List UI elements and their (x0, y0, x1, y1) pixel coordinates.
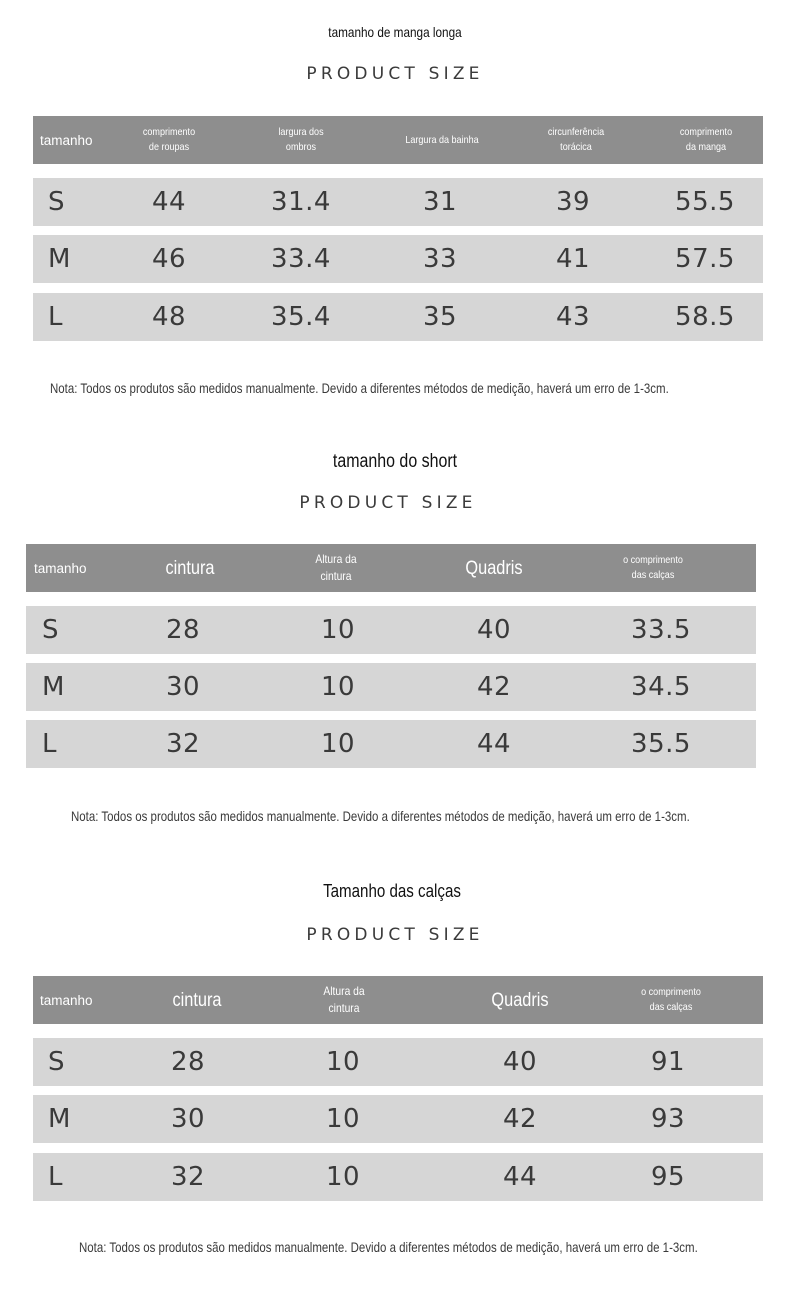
table-cell: 40 (502, 1047, 538, 1077)
header-cell: Largura da bainha (405, 133, 479, 146)
header-cell: o comprimento das calças (623, 554, 683, 581)
table-cell: 33 (422, 244, 458, 274)
table-cell: 34.5 (631, 672, 691, 702)
table-cell: 40 (476, 615, 512, 645)
section-title-long-sleeve: tamanho de manga longa (328, 24, 462, 40)
table-cell: 44 (476, 729, 512, 759)
table-cell: 93 (650, 1104, 686, 1134)
size-cell: M (48, 244, 71, 274)
header-cell: cintura (172, 989, 222, 1011)
table-cell: 35.5 (631, 729, 691, 759)
header-cell: circunferência torácica (547, 126, 605, 153)
table-row (33, 1038, 763, 1086)
table-cell: 31 (422, 187, 458, 217)
section-subtitle: PRODUCT SIZE (299, 493, 477, 513)
header-cell: Quadris (491, 989, 549, 1011)
table-cell: 32 (165, 729, 201, 759)
table-header (33, 116, 763, 164)
table-row (26, 606, 756, 654)
table-cell: 44 (151, 187, 187, 217)
size-cell: L (48, 1162, 63, 1192)
size-cell: S (48, 187, 66, 217)
table-cell: 39 (555, 187, 591, 217)
measurement-note: Nota: Todos os produtos são medidos manualmente. Devido a diferentes métodos de medição, haverá um erro de 1-3cm. (50, 380, 669, 396)
table-cell: 10 (320, 672, 356, 702)
table-cell: 44 (502, 1162, 538, 1192)
section-subtitle: PRODUCT SIZE (306, 64, 484, 84)
table-row (26, 663, 756, 711)
table-row (33, 1095, 763, 1143)
size-cell: M (42, 672, 65, 702)
table-cell: 35 (422, 302, 458, 332)
header-cell: o comprimento das calças (641, 986, 701, 1013)
header-cell: comprimento de roupas (142, 126, 196, 153)
table-cell: 48 (151, 302, 187, 332)
section-title-shorts: tamanho do short (332, 451, 458, 472)
table-row (33, 293, 763, 341)
table-cell: 10 (325, 1162, 361, 1192)
table-cell: 28 (170, 1047, 206, 1077)
table-cell: 33.5 (631, 615, 691, 645)
header-cell: Quadris (465, 557, 523, 579)
table-row (33, 178, 763, 226)
measurement-note: Nota: Todos os produtos são medidos manualmente. Devido a diferentes métodos de medição, haverá um erro de 1-3cm. (79, 1239, 698, 1255)
size-cell: M (48, 1104, 71, 1134)
size-cell: L (48, 302, 63, 332)
table-cell: 10 (320, 729, 356, 759)
table-cell: 57.5 (675, 244, 735, 274)
header-cell: comprimento da manga (679, 126, 733, 153)
header-cell: largura dos ombros (278, 126, 324, 153)
table-cell: 43 (555, 302, 591, 332)
size-cell: L (42, 729, 57, 759)
table-cell: 31.4 (271, 187, 331, 217)
header-cell: Altura da cintura (323, 984, 365, 1015)
table-cell: 42 (476, 672, 512, 702)
table-cell: 30 (165, 672, 201, 702)
size-cell: S (42, 615, 60, 645)
table-cell: 91 (650, 1047, 686, 1077)
table-cell: 30 (170, 1104, 206, 1134)
table-cell: 41 (555, 244, 591, 274)
header-cell: cintura (165, 557, 215, 579)
table-header (33, 976, 763, 1024)
header-cell: tamanho (40, 992, 93, 1008)
header-cell: tamanho (40, 132, 93, 148)
header-cell: tamanho (34, 560, 87, 576)
table-cell: 58.5 (675, 302, 735, 332)
table-cell: 42 (502, 1104, 538, 1134)
table-cell: 35.4 (271, 302, 331, 332)
table-cell: 46 (151, 244, 187, 274)
measurement-note: Nota: Todos os produtos são medidos manualmente. Devido a diferentes métodos de medição, haverá um erro de 1-3cm. (71, 808, 690, 824)
table-header (26, 544, 756, 592)
table-cell: 32 (170, 1162, 206, 1192)
section-subtitle: PRODUCT SIZE (306, 925, 484, 945)
table-row (26, 720, 756, 768)
table-cell: 33.4 (271, 244, 331, 274)
table-row (33, 1153, 763, 1201)
table-cell: 55.5 (675, 187, 735, 217)
header-cell: Altura da cintura (315, 552, 357, 583)
table-cell: 10 (320, 615, 356, 645)
table-cell: 10 (325, 1104, 361, 1134)
table-cell: 95 (650, 1162, 686, 1192)
section-title-pants: Tamanho das calças (323, 881, 461, 901)
size-cell: S (48, 1047, 66, 1077)
table-cell: 28 (165, 615, 201, 645)
table-cell: 10 (325, 1047, 361, 1077)
table-row (33, 235, 763, 283)
